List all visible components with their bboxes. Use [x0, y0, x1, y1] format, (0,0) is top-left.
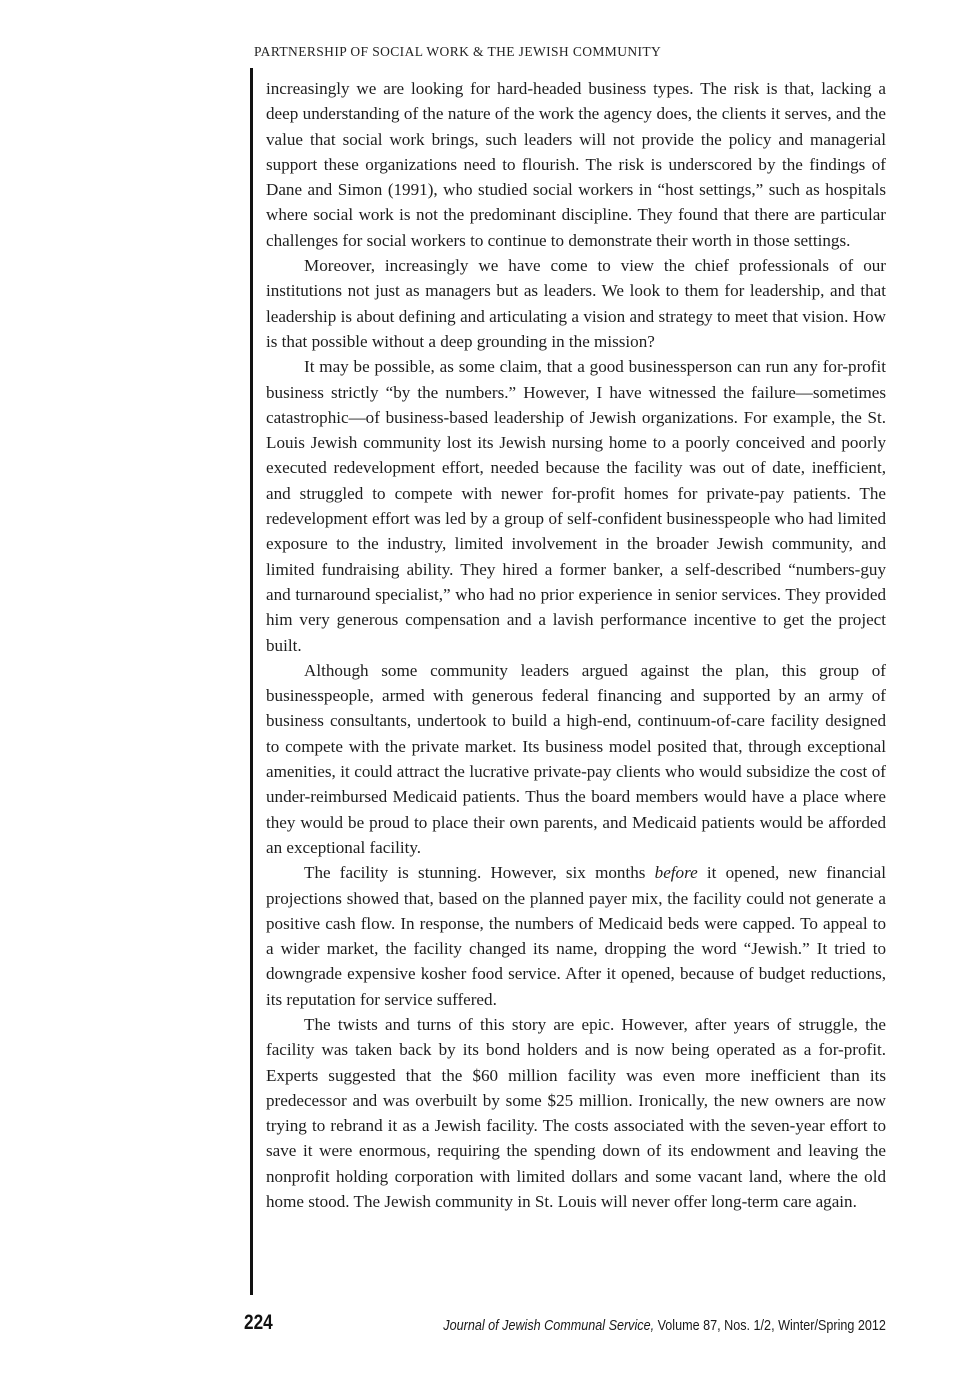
paragraph-4: Although some community leaders argued against the plan, this group of businesspeople, armed with generous federal financing and supported by an army of business consultants, undertook to build a high-end, continuum-of-care facility designed to compete with the private market. Its business model posited that, through exceptional amenities, it could attract the lucrative private-pay clients who would subsidize the cost of under-reimbursed Medicaid patients. Thus the board members would have a place where they would be proud to place their own parents, and Medicaid patients would be afforded an exceptional facility. [266, 660, 886, 857]
paragraph-2: Moreover, increasingly we have come to view the chief professionals of our institutions not just as managers but as leaders. We look to them for leadership, and that leadership is about defining and articulating a vision and strategy to meet that vision. How is that possible without a deep grounding in the mission? [266, 256, 886, 351]
emphasis-before: before [654, 863, 698, 883]
paragraph-3: It may be possible, as some claim, that a good businessperson can run any for-profit business strictly “by the numbers.” However, I have witnessed the failure—sometimes catastrophic—of business-based leadership of Jewish organizations. For example, the St. Louis Jewish community lost its Jewish nursing home to a poorly conceived and poorly executed redevelopment effort, needed because the facility was out of date, inefficient, and struggled to compete with newer for-profit homes for private-pay patients. The redevelopment effort was led by a group of self-confident businesspeople who had limited exposure to the industry, limited involvement in the broader Jewish community, and limited fundraising ability. They hired a former banker, a self-described “numbers-guy and turnaround specialist,” who had no prior experience in senior services. They provided him very generous compensation and a lavish performance incentive to get the project built. [266, 357, 886, 655]
article-body [266, 76, 886, 1214]
paragraph-6: The twists and turns of this story are epic. However, after years of struggle, the facility was taken back by its bond holders and is now being operated as a for-profit. Experts suggested that the $60 million facility was even more inefficient than its predecessor and was overbuilt by some $25 million. Ironically, the new owners are now trying to rebrand it as a Jewish facility. The costs associated with the seven-year effort to save it were enormous, requiring the spending down of its endowment and leaving the nonprofit holding corporation with limited dollars and some vacant land, where the old home stood. The Jewish community in St. Louis will never offer long-term care again. [266, 1014, 886, 1212]
journal-issue: Volume 87, Nos. 1/2, Winter/Spring 2012 [654, 1317, 886, 1334]
journal-citation [443, 1317, 886, 1334]
paragraph-5-end: it opened, new financial projections showed that, based on the planned payer mix, the facility could not generate a positive cash flow. In response, the numbers of Medicaid beds were capped. To appeal to a wider market, the facility changed its name, dropping the word “Jewish.” It tried to downgrade expensive kosher food service. After it opened, because of budget reductions, its reputation for service suffered. [266, 863, 886, 1009]
margin-rule [250, 68, 253, 1295]
paragraph-5-start: The facility is stunning. However, six months [304, 863, 655, 883]
paragraph-5 [266, 860, 886, 1012]
running-head: PARTNERSHIP OF SOCIAL WORK & THE JEWISH COMMUNITY [254, 44, 662, 59]
paragraph-1: increasingly we are looking for hard-headed business types. The risk is that, lacking a deep understanding of the nature of the work the agency does, the clients it serves, and the value that social work brings, such leaders will not provide the policy and managerial support these organizations need to flourish. The risk is underscored by the findings of Dane and Simon (1991), who studied social workers in “host settings,” such as hospitals where social work is not the predominant discipline. They found that there are particular challenges for social workers to continue to demonstrate their worth in those settings. [266, 79, 886, 250]
journal-title: Journal of Jewish Communal Service, [443, 1317, 655, 1334]
page-number: 224 [244, 1311, 273, 1334]
